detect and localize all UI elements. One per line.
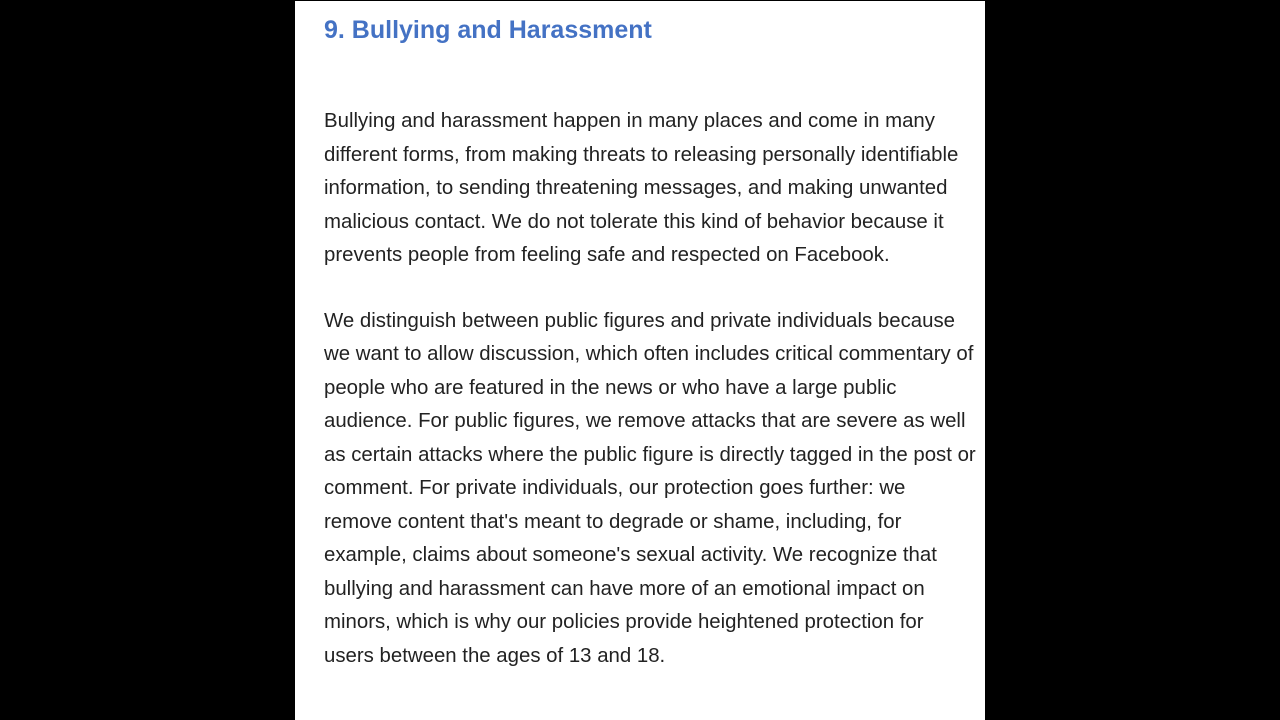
document-page — [295, 1, 985, 720]
paragraph-public-private: We distinguish between public figures and private individuals because we want to allow discussion, which often includes critical commentary of people who are featured in the news or who have a large public audience. For public figures, we remove attacks that are severe as well as certain attacks where the public figure is directly tagged in the post or comment. For private individuals, our protection goes further: we remove content that's meant to degrade or shame, including, for example, claims about someone's sexual activity. We recognize that bullying and harassment can have more of an emotional impact on minors, which is why our policies provide heightened protection for users between the ages of 13 and 18. — [324, 309, 976, 667]
paragraph-intro: Bullying and harassment happen in many places and come in many different forms, from making threats to releasing personally identifiable information, to sending threatening messages, and making unwanted malicious contact. We do not tolerate this kind of behavior because it prevents people from feeling safe and respected on Facebook. — [324, 110, 959, 266]
section-heading: 9. Bullying and Harassment — [324, 16, 652, 44]
document-content — [324, 13, 979, 673]
